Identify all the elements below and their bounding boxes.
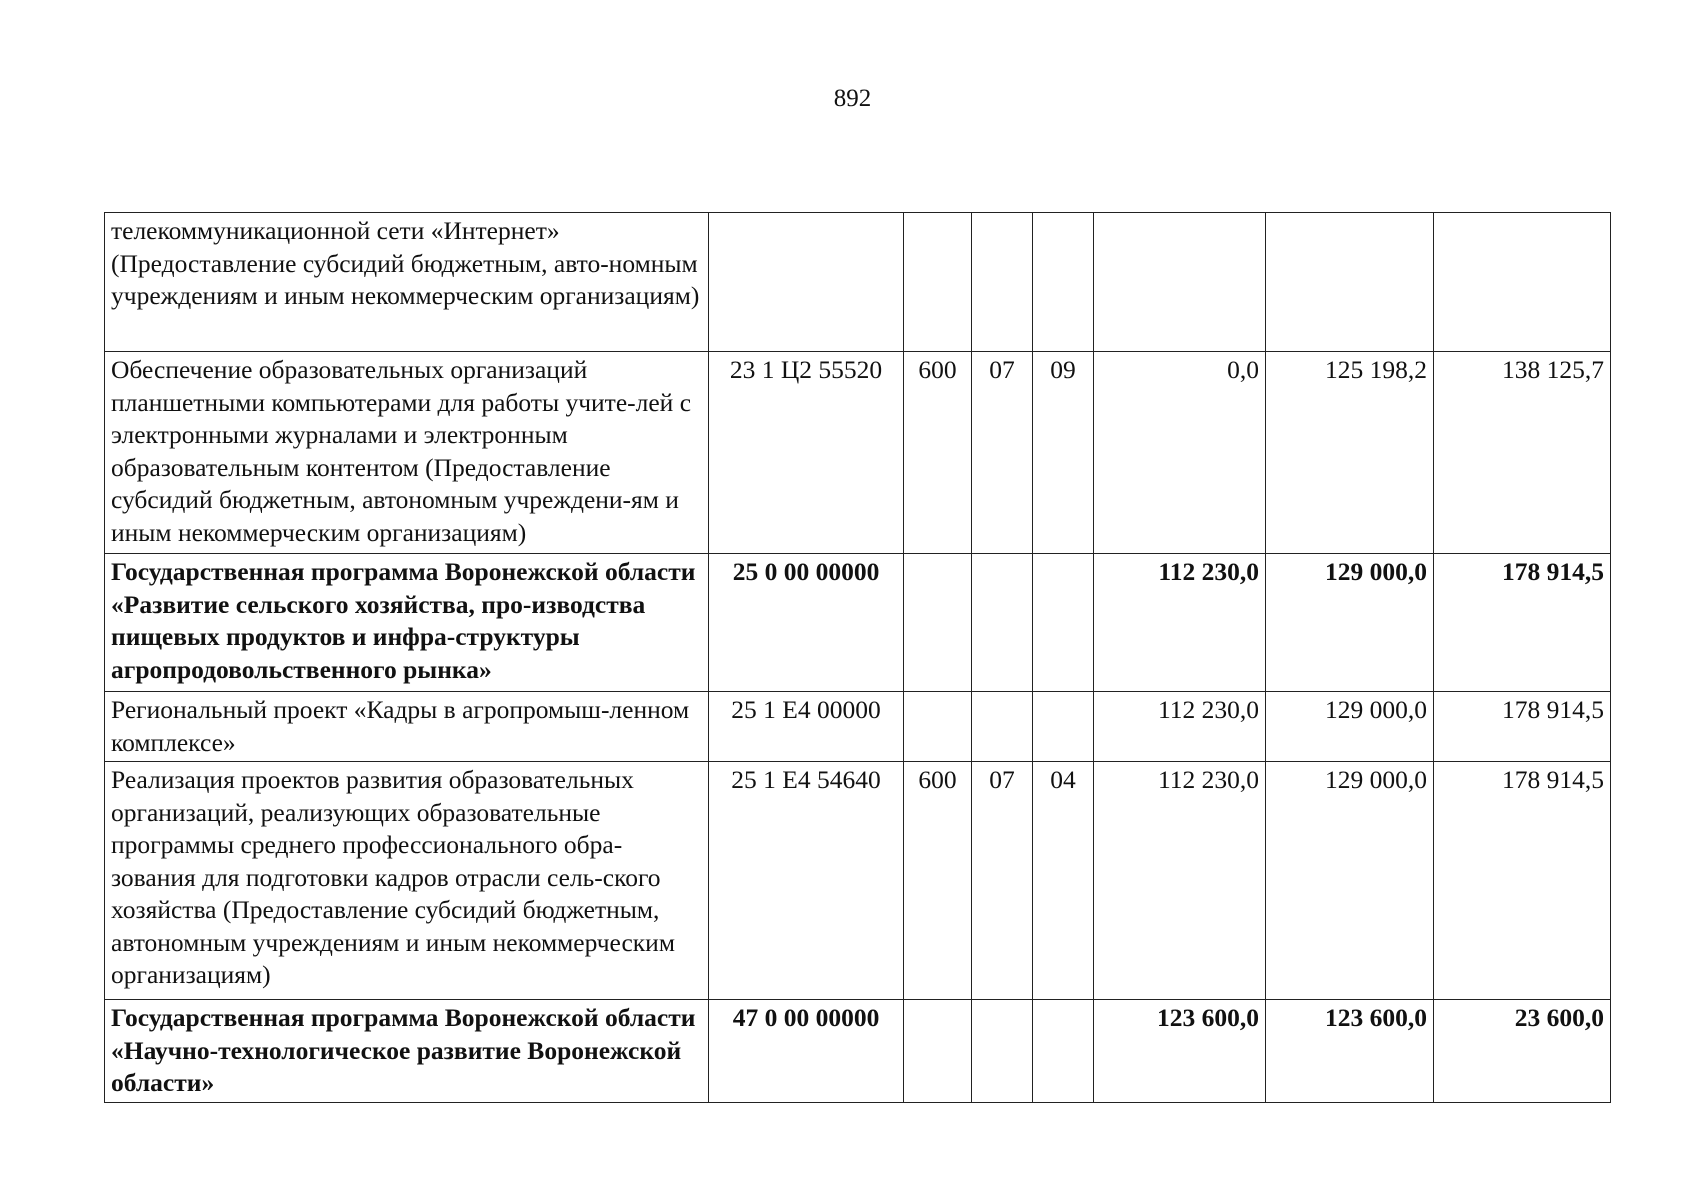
amount-year-1: 123 600,0: [1094, 1000, 1266, 1103]
amount-year-1: 112 230,0: [1094, 762, 1266, 1000]
expense-type-code: [904, 692, 972, 762]
section-code: [972, 1000, 1033, 1103]
row-name-cell: [105, 554, 709, 692]
row-name: Государственная программа Воронежской области «Развитие сельского хозяйства, про-изводства пищевых продуктов и инфра-структуры агропродовольственного рынка»: [111, 557, 696, 684]
row-name-cell: [105, 352, 709, 554]
target-article-code: [709, 213, 904, 352]
subsection-code: [1033, 1000, 1094, 1103]
section-code: 07: [972, 762, 1033, 1000]
target-article-code: 47 0 00 00000: [709, 1000, 904, 1103]
table-row: [105, 692, 1611, 762]
amount-year-2: 129 000,0: [1266, 762, 1434, 1000]
table-row-program: [105, 554, 1611, 692]
amount-year-2: 123 600,0: [1266, 1000, 1434, 1103]
amount-year-3: 178 914,5: [1434, 692, 1611, 762]
target-article-code: 23 1 Ц2 55520: [709, 352, 904, 554]
table-row: [105, 352, 1611, 554]
subsection-code: [1033, 213, 1094, 352]
section-code: [972, 554, 1033, 692]
amount-year-3: 178 914,5: [1434, 762, 1611, 1000]
row-name: телекоммуникационной сети «Интернет» (Предоставление субсидий бюджетным, авто-номным учреждениям и иным некоммерческим организациям): [111, 216, 700, 310]
expense-type-code: [904, 213, 972, 352]
amount-year-2: 129 000,0: [1266, 692, 1434, 762]
row-name: Реализация проектов развития образовательных организаций, реализующих образовательные программы среднего профессионального обра-зования для подготовки кадров отрасли сель-ского хозяйства (Предоставление субсидий бюджетным, автономным учреждениям и иным некоммерческим организациям): [111, 765, 675, 989]
amount-year-1: 112 230,0: [1094, 692, 1266, 762]
amount-year-2: 129 000,0: [1266, 554, 1434, 692]
amount-year-1: 0,0: [1094, 352, 1266, 554]
section-code: [972, 213, 1033, 352]
target-article-code: 25 0 00 00000: [709, 554, 904, 692]
table-row: [105, 213, 1611, 352]
page-number: 892: [833, 85, 872, 112]
amount-year-3: 138 125,7: [1434, 352, 1611, 554]
section-code: [972, 692, 1033, 762]
expense-type-code: 600: [904, 352, 972, 554]
row-name: Государственная программа Воронежской области «Научно-технологическое развитие Воронежской области»: [111, 1003, 696, 1097]
expense-type-code: [904, 1000, 972, 1103]
amount-year-2: [1266, 213, 1434, 352]
target-article-code: 25 1 Е4 54640: [709, 762, 904, 1000]
row-name-cell: [105, 762, 709, 1000]
subsection-code: 09: [1033, 352, 1094, 554]
section-code: 07: [972, 352, 1033, 554]
amount-year-1: [1094, 213, 1266, 352]
amount-year-3: [1434, 213, 1611, 352]
row-name: Региональный проект «Кадры в агропромыш-ленном комплексе»: [111, 695, 690, 757]
expense-type-code: 600: [904, 762, 972, 1000]
subsection-code: [1033, 692, 1094, 762]
row-name: Обеспечение образовательных организаций планшетными компьютерами для работы учите-лей с электронными журналами и электронным образовательным контентом (Предоставление субсидий бюджетным, автономным учреждени-ям и иным некоммерческим организациям): [111, 355, 692, 547]
subsection-code: 04: [1033, 762, 1094, 1000]
row-name-cell: [105, 1000, 709, 1103]
row-name-cell: [105, 213, 709, 352]
row-name-cell: [105, 692, 709, 762]
table-row: [105, 762, 1611, 1000]
table-row-program: [105, 1000, 1611, 1103]
amount-year-3: 178 914,5: [1434, 554, 1611, 692]
expense-type-code: [904, 554, 972, 692]
budget-table: [104, 212, 1611, 1103]
amount-year-3: 23 600,0: [1434, 1000, 1611, 1103]
target-article-code: 25 1 Е4 00000: [709, 692, 904, 762]
subsection-code: [1033, 554, 1094, 692]
amount-year-1: 112 230,0: [1094, 554, 1266, 692]
amount-year-2: 125 198,2: [1266, 352, 1434, 554]
